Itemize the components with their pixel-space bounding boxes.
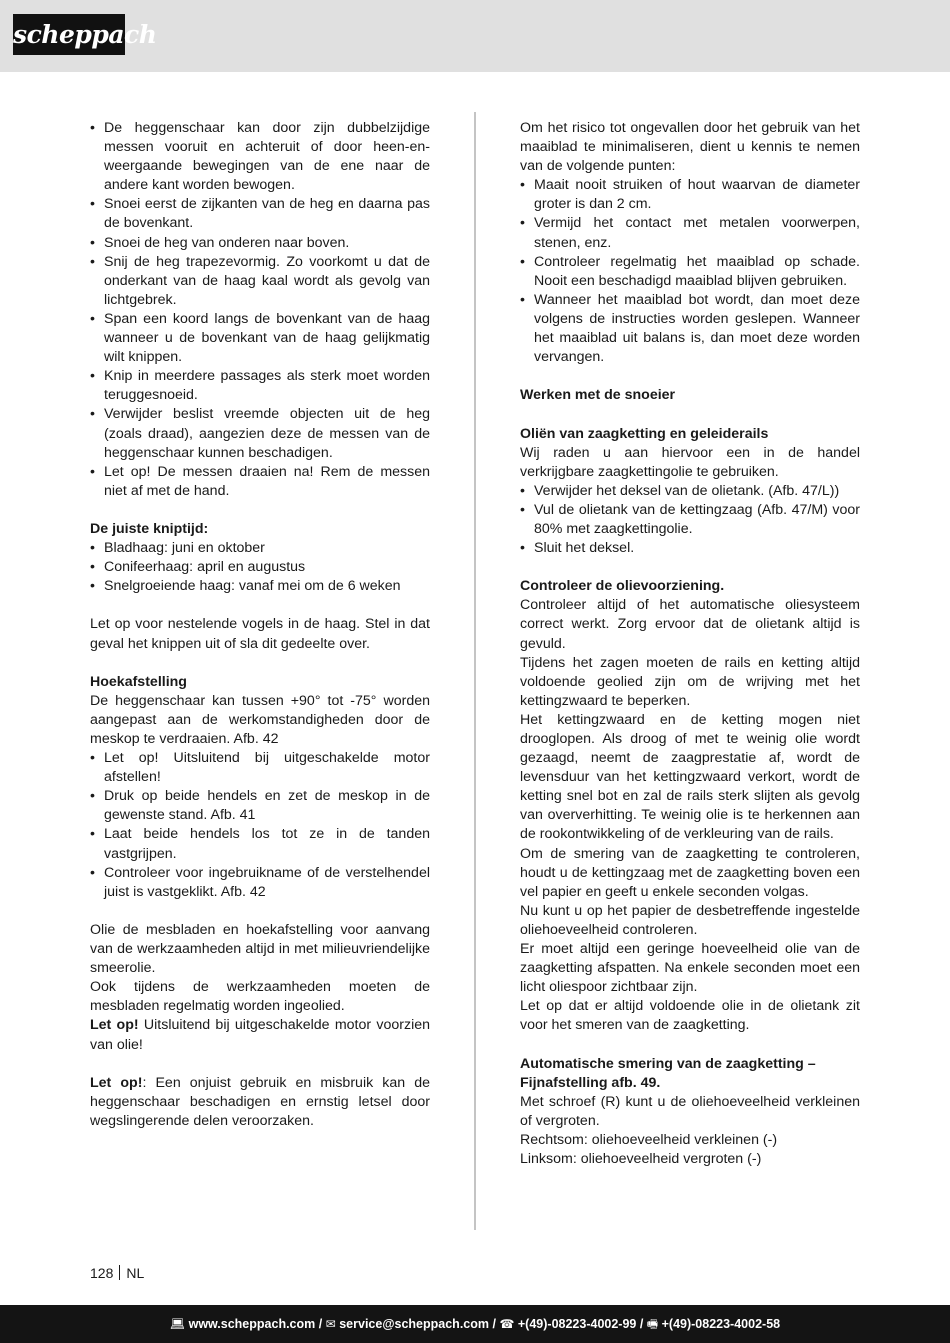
list-item: • Snoei eerst de zijkanten van de heg en daarna pas de bovenkant. (90, 195, 430, 233)
controle-paragraph-6: Er moet altijd een geringe hoeveelheid olie van de zaagketting afspatten. Na enkele seconden moet een licht oliespoor zichtbaar zijn. (520, 941, 860, 996)
risk-list (520, 176, 860, 367)
fax-icon: 🖷︎ (646, 1317, 659, 1331)
warning-text: : Een onjuist gebruik en misbruik kan de heggenschaar beschadigen en ernstig letsel door wegslingerende delen veroorzaken. (90, 1074, 431, 1129)
controle-paragraph-5: Nu kunt u op het papier de desbetreffende ingestelde oliehoeveelheid controleren. (520, 902, 860, 938)
list-item: • De heggenschaar kan door zijn dubbelzijdige messen vooruit en achteruit of door heen-en-weergaande bewegingen van de ene naar de andere kant worden bewogen. (90, 119, 430, 195)
list-item: • Verwijder beslist vreemde objecten uit de heg (zoals draad), aangezien deze de messen van de heggenschaar kunnen beschadigen. (90, 405, 430, 462)
footer-website: www.scheppach.com / (188, 1317, 323, 1331)
list-item: • Span een koord langs de bovenkant van de haag wanneer u de bovenkant van de haag gelijkmatig wilt knippen. (90, 310, 430, 367)
oil-paragraph-2: Ook tijdens de werkzaamheden moeten de mesbladen regelmatig worden ingeolied. (90, 979, 430, 1015)
controle-paragraph-1: Controleer altijd of het automatische oliesysteem correct werkt. Zorg ervoor dat de olietank altijd is gevuld. (520, 597, 860, 652)
page-footer (0, 1305, 950, 1343)
phone-icon: ☎︎ (499, 1317, 515, 1331)
list-item: • Sluit het deksel. (520, 539, 860, 558)
footer-phone: +(49)-08223-4002-99 / (517, 1317, 644, 1331)
warning-oil-paragraph (90, 1016, 430, 1054)
list-item: • Controleer regelmatig het maaiblad op schade. Nooit een beschadigd maaiblad blijven gebruiken. (520, 253, 860, 291)
auto-paragraph-1: Met schroef (R) kunt u de oliehoeveelheid verkleinen of vergroten. (520, 1093, 860, 1129)
hoekafstelling-paragraph: De heggenschaar kan tussen +90° tot -75° worden aangepast aan de werkomstandigheden door de meskop te verdraaien. Afb. 42 (90, 692, 430, 747)
snoeier-heading: Werken met de snoeier (520, 387, 676, 404)
controle-paragraph-7: Let op dat er altijd voldoende olie in de olietank zit voor het smeren van de zaagketting. (520, 998, 860, 1034)
auto-paragraph-2: Rechtsom: oliehoeveelheid verkleinen (-) (520, 1131, 778, 1148)
left-column (90, 119, 430, 1131)
list-item: • Vermijd het contact met metalen voorwerpen, stenen, enz. (520, 214, 860, 252)
language-code: NL (126, 1265, 145, 1281)
kniptijd-list (90, 539, 430, 596)
list-item: • Laat beide hendels los tot ze in de tanden vastgrijpen. (90, 825, 430, 863)
warning-misuse-paragraph (90, 1074, 430, 1131)
list-item: • Conifeerhaag: april en augustus (90, 558, 430, 577)
list-item: • Snoei de heg van onderen naar boven. (90, 234, 430, 253)
warning-text: Uitsluitend bij uitgeschakelde motor voorzien van olie! (90, 1017, 431, 1053)
kniptijd-heading: De juiste kniptijd: (90, 520, 209, 537)
list-item: • Bladhaag: juni en oktober (90, 539, 430, 558)
auto-heading-line-1: Automatische smering van de zaagketting – (520, 1055, 816, 1072)
oil-paragraph-1: Olie de mesbladen en hoekafstelling voor aanvang van de werkzaamheden altijd in met milieuvriendelijke smeerolie. (90, 921, 430, 977)
controle-heading: Controleer de olievoorziening. (520, 578, 725, 595)
auto-heading-line-2: Fijnafstelling afb. 49. (520, 1074, 661, 1091)
list-item: • Verwijder het deksel van de olietank. (Afb. 47/L)) (520, 482, 860, 501)
list-item: • Snij de heg trapezevormig. Zo voorkomt u dat de onderkant van de haag kaal wordt als gevolg van lichtgebrek. (90, 253, 430, 310)
list-item: • Maait nooit struiken of hout waarvan de diameter groter is dan 2 cm. (520, 176, 860, 214)
page-number-divider (119, 1265, 120, 1280)
controle-paragraph-3: Het kettingzwaard en de ketting mogen niet drooglopen. Als droog of met te weinig olie wordt gezaagd, neemt de zaagprestatie af, wordt de levensduur van het kettingzwaard verkort, wordt de ketting snel bot en zal de rails sterk slijten als gevolg van oververhitting. Te weinig olie is te herkennen aan de rookontwikkeling of de verkleuring van de rails. (520, 711, 860, 843)
list-item: • Controleer voor ingebruikname of de verstelhendel juist is vastgeklikt. Afb. 42 (90, 864, 430, 902)
footer-fax: +(49)-08223-4002-58 (661, 1317, 781, 1331)
olien-heading: Oliën van zaagketting en geleiderails (520, 425, 769, 442)
list-item: • Wanneer het maaiblad bot wordt, dan moet deze volgens de instructies worden geslepen. Wanneer het maaiblad uit balans is, dan moet deze worden vervangen. (520, 291, 860, 367)
olien-paragraph: Wij raden u aan hiervoor een in de handel verkrijgbare zaagkettingolie te gebruiken. (520, 444, 860, 480)
birds-paragraph: Let op voor nestelende vogels in de haag. Stel in dat geval het knippen uit of sla dit gedeelte over. (90, 616, 430, 652)
controle-paragraph-4: Om de smering van de zaagketting te controleren, houdt u de kettingzaag met de zaagketting boven een vel papier en geeft u enkele seconden volgas. (520, 845, 860, 900)
list-item: • Vul de olietank van de kettingzaag (Afb. 47/M) voor 80% met zaagkettingolie. (520, 501, 860, 539)
risk-paragraph: Om het risico tot ongevallen door het gebruik van het maaiblad te minimaliseren, dient u kennis te nemen van de volgende punten: (520, 120, 860, 175)
hoekafstelling-heading: Hoekafstelling (90, 673, 187, 690)
warning-label: Let op! (90, 1017, 139, 1034)
column-divider (474, 112, 476, 1230)
auto-paragraph-3: Linksom: oliehoeveelheid vergroten (-) (520, 1151, 762, 1168)
olien-list (520, 482, 860, 558)
scheppach-logo: scheppach (13, 14, 125, 55)
list-item: • Snelgroeiende haag: vanaf mei om de 6 weken (90, 577, 430, 596)
computer-icon: 💻︎ (169, 1317, 186, 1331)
list-item: • Let op! Uitsluitend bij uitgeschakelde motor afstellen! (90, 749, 430, 787)
page-header (0, 0, 950, 72)
page-number-value: 128 (90, 1265, 114, 1281)
list-item: • Knip in meerdere passages als sterk moet worden teruggesnoeid. (90, 367, 430, 405)
warning-label: Let op! (90, 1074, 143, 1091)
trimming-tips-list (90, 119, 430, 501)
mail-icon: ✉︎ (325, 1317, 336, 1331)
list-item: • Druk op beide hendels en zet de meskop in de gewenste stand. Afb. 41 (90, 787, 430, 825)
list-item: • Let op! De messen draaien na! Rem de messen niet af met de hand. (90, 463, 430, 501)
hoekafstelling-list (90, 749, 430, 902)
page-number (90, 1265, 144, 1281)
controle-paragraph-2: Tijdens het zagen moeten de rails en ketting altijd voldoende geolied zijn om de wrijving met het kettingzwaard te beperken. (520, 654, 860, 709)
footer-email: service@scheppach.com / (339, 1317, 496, 1331)
right-column (520, 119, 860, 1169)
